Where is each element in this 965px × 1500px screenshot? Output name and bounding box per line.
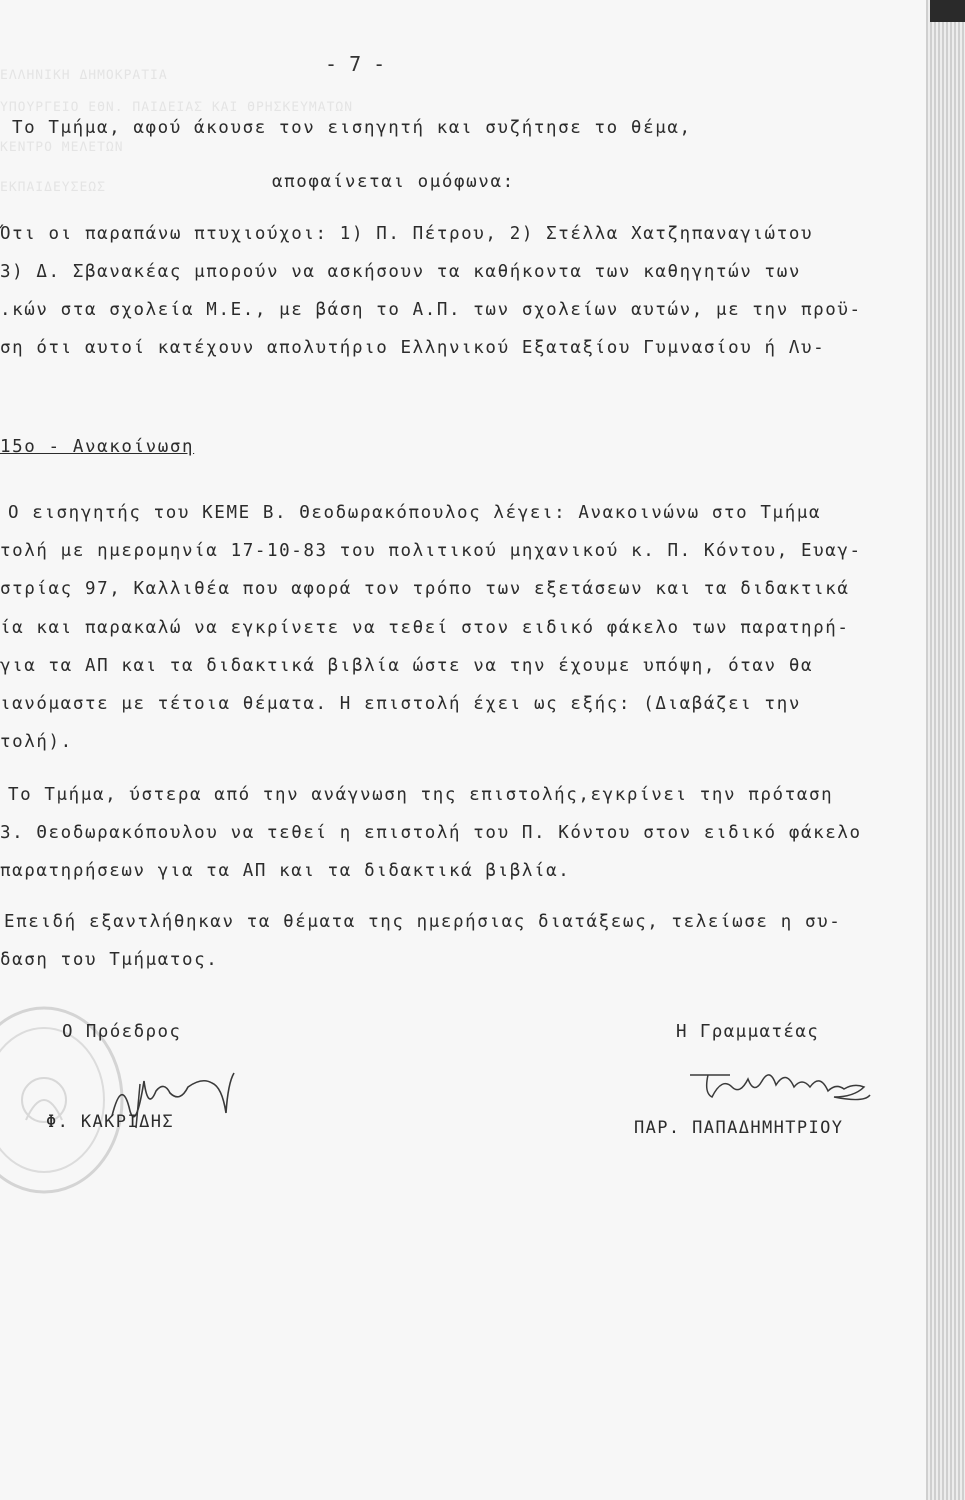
body-line: ία και παρακαλώ να εγκρίνετε να τεθεί στον ειδικό φάκελο των παρατηρή- xyxy=(0,618,850,638)
president-title: Ο Πρόεδρος xyxy=(62,1022,182,1042)
bleed-through-text: ΥΠΟΥΡΓΕΙΟ ΕΘΝ. ΠΑΙΔΕΙΑΣ ΚΑΙ ΘΡΗΣΚΕΥΜΑΤΩΝ xyxy=(0,100,354,115)
binding-edge-top xyxy=(930,0,965,22)
body-line: για τα ΑΠ και τα διδακτικά βιβλία ώστε να την έχουμε υπόψη, όταν θα xyxy=(0,656,814,676)
section-heading: 15ο - Ανακοίνωση xyxy=(0,437,195,457)
body-line: .κών στα σχολεία Μ.Ε., με βάση το Α.Π. των σχολείων αυτών, με την προϋ- xyxy=(0,300,862,320)
binding-edge xyxy=(926,0,965,1500)
body-line: ιανόμαστε με τέτοια θέματα. Η επιστολή έχει ως εξής: (Διαβάζει την xyxy=(0,694,801,714)
body-line: Επειδή εξαντλήθηκαν τα θέματα της ημερήσιας διατάξεως, τελείωσε η συ- xyxy=(4,912,842,932)
secretary-title: Η Γραμματέας xyxy=(676,1022,820,1042)
president-name: Φ. ΚΑΚΡΙΔΗΣ xyxy=(46,1112,174,1132)
body-line: παρατηρήσεων για τα ΑΠ και τα διδακτικά βιβλία. xyxy=(0,861,571,881)
body-line: Ότι οι παραπάνω πτυχιούχοι: 1) Π. Πέτρου, 2) Στέλλα Χατζηπαναγιώτου xyxy=(0,224,814,244)
bleed-through-text: ΕΚΠΑΙΔΕΥΣΕΩΣ xyxy=(0,180,106,195)
page-number: - 7 - xyxy=(325,52,386,76)
body-line: δαση του Τμήματος. xyxy=(0,950,219,970)
body-line: τολή). xyxy=(0,732,73,752)
body-line: 3) Δ. Σβανακέας μπορούν να ασκήσουν τα καθήκοντα των καθηγητών των xyxy=(0,262,801,282)
body-line: 3. Θεοδωρακόπουλου να τεθεί η επιστολή του Π. Κόντου στον ειδικό φάκελο xyxy=(0,823,862,843)
president-signature xyxy=(92,1066,252,1146)
body-line: Το Τμήμα, αφού άκουσε τον εισηγητή και συζήτησε το θέμα, xyxy=(12,118,692,138)
body-line: ση ότι αυτοί κατέχουν απολυτήριο Ελληνικού Εξαταξίου Γυμνασίου ή Λυ- xyxy=(0,338,826,358)
body-line: στρίας 97, Καλλιθέα που αφορά τον τρόπο των εξετάσεων και τα διδακτικά xyxy=(0,579,850,599)
bleed-through-text: ΚΕΝΤΡΟ ΜΕΛΕΤΩΝ xyxy=(0,140,124,155)
body-line: Ο εισηγητής του ΚΕΜΕ Β. Θεοδωρακόπουλος λέγει: Ανακοινώνω στο Τμήμα xyxy=(8,503,822,523)
secretary-name: ΠΑΡ. ΠΑΠΑΔΗΜΗΤΡΙΟΥ xyxy=(634,1118,844,1138)
body-line: Το Τμήμα, ύστερα από την ανάγνωση της επιστολής,εγκρίνει την πρόταση xyxy=(8,785,834,805)
body-line: αποφαίνεται ομόφωνα: xyxy=(272,172,515,192)
bleed-through-text: ΕΛΛΗΝΙΚΗ ΔΗΜΟΚΡΑΤΙΑ xyxy=(0,68,168,83)
secretary-signature xyxy=(684,1055,894,1105)
body-line: τολή με ημερομηνία 17-10-83 του πολιτικού μηχανικού κ. Π. Κόντου, Ευαγ- xyxy=(0,541,862,561)
